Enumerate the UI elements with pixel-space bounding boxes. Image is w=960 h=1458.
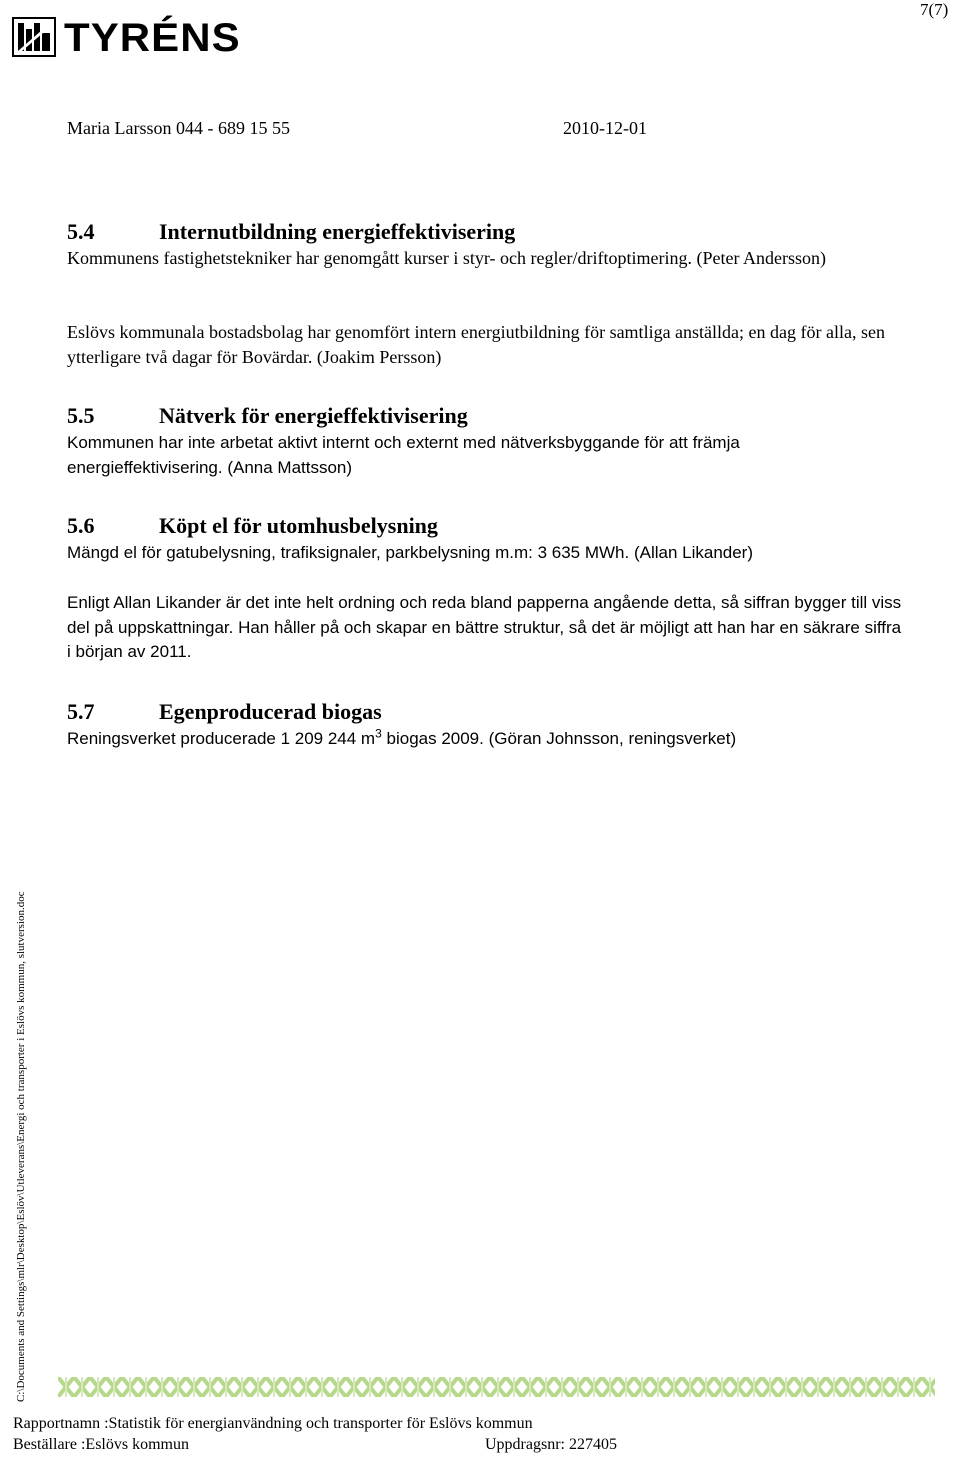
section-number: 5.6 [67,513,95,538]
section-heading-5-4 [67,219,515,245]
section-heading-5-5 [67,403,468,429]
paragraph: Eslövs kommunala bostadsbolag har genomfört intern energiutbildning för samtliga anställda; en dag för alla, sen ytterligare två dagar för Bovärdar. (Joakim Persson) [67,322,885,367]
footer-pattern-band [58,1377,935,1397]
paragraph: Kommunens fastighetstekniker har genomgått kurser i styr- och regler/driftoptimering. (Peter Andersson) [67,248,826,268]
section-number: 5.7 [67,699,95,724]
page-number: 7(7) [920,0,949,19]
section-number: 5.4 [67,219,95,244]
report-date: 2010-12-01 [563,118,647,138]
author-phone: Maria Larsson 044 - 689 15 55 [67,118,290,138]
paragraph: Kommunen har inte arbetat aktivt internt och externt med nätverksbyggande för att främja energieffektivisering. (Anna Mattsson) [67,433,740,477]
paragraph [67,727,897,752]
section-heading-5-6 [67,513,438,539]
logo-wordmark: TYRÉNS [64,16,241,60]
paragraph: Enligt Allan Likander är det inte helt ordning och reda bland papperna angående detta, så siffran bygger till viss del på uppskattningar. Han håller på och skapar en bättre struktur, så det är möjligt att han har en säkrare siffra i början av 2011. [67,593,902,661]
superscript: 3 [375,726,382,741]
footer-assignment-number: Uppdragsnr: 227405 [485,1436,617,1453]
paragraph-text: biogas 2009. (Göran Johnsson, reningsverket) [381,729,737,748]
footer-report-name: Rapportnamn :Statistik för energianvändning och transporter för Eslövs kommun [13,1415,533,1432]
paragraph-text: Reningsverket producerade 1 209 244 m [67,729,376,748]
section-title: Köpt el för utomhusbelysning [159,513,438,538]
section-title: Nätverk för energieffektivisering [159,403,468,428]
tyrens-logo-mark-icon [12,17,56,57]
file-path-sidebar: C:\Documents and Settings\mlr\Desktop\Eslöv\Utleverans\Energi och transporter i Eslövs kommun, slutversion.doc [15,891,27,1402]
section-title: Internutbildning energieffektivisering [159,219,516,244]
section-heading-5-7 [67,699,382,725]
footer-client: Beställare :Eslövs kommun [13,1436,189,1453]
paragraph: Mängd el för gatubelysning, trafiksignaler, parkbelysning m.m: 3 635 MWh. (Allan Likander) [67,543,754,562]
section-title: Egenproducerad biogas [159,699,382,724]
section-number: 5.5 [67,403,95,428]
tyrens-logo [12,12,242,62]
